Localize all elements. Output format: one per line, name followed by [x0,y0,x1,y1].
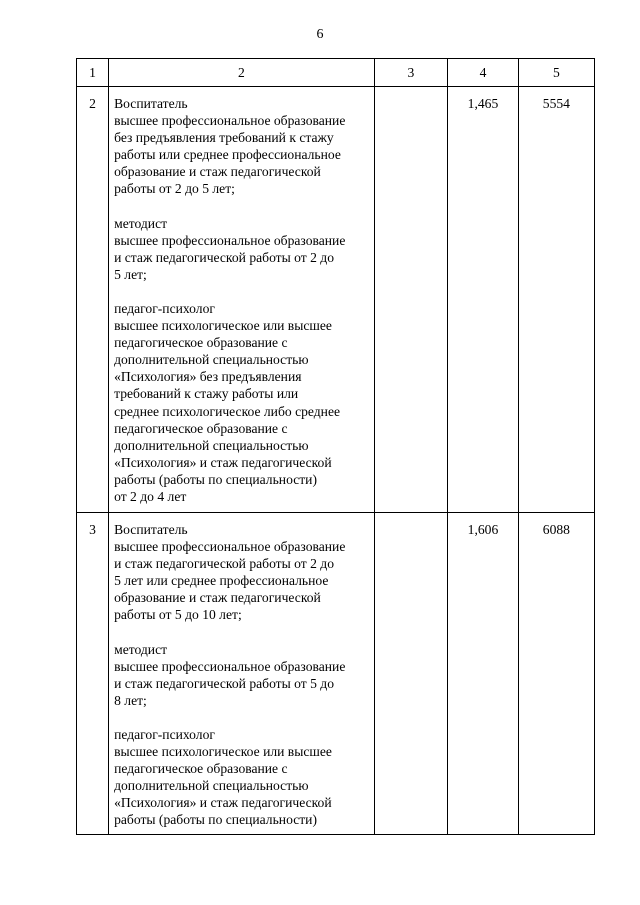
qualification-cell [109,513,375,835]
qualification-block-educator: Воспитатель высшее профессиональное образование без предъявления требований к стажу работы или среднее профессиональное образование и стаж педагогической работы от 2 до 5 лет; [114,96,346,197]
qualification-block-psychologist: педагог-психолог высшее психологическое или высшее педагогическое образование с дополнительной специальностью «Психология» без предъявления требований к стажу работы или среднее психологическое либо среднее педагогическое образование с дополнительной специальностью «Психология» и стаж педагогической работы (работы по специальности) от 2 до 4 лет [114,300,341,504]
qualification-block-psychologist: педагог-психолог высшее психологическое или высшее педагогическое образование с дополнительной специальностью «Психология» и стаж педагогической работы (работы по специальности) [114,726,332,828]
header-col-3: 3 [374,59,448,87]
col3-cell [374,87,448,513]
header-col-2: 2 [109,59,375,87]
amount-cell: 5554 [518,87,594,513]
coefficient-cell: 1,606 [448,513,519,835]
qualification-block-methodist: методист высшее профессиональное образование и стаж педагогической работы от 2 до 5 лет; [114,215,346,282]
coefficient-cell: 1,465 [448,87,519,513]
col3-cell [374,513,448,835]
header-col-5: 5 [518,59,594,87]
table-row [77,87,595,513]
table-row [77,513,595,835]
row-number: 3 [77,513,109,835]
header-col-1: 1 [77,59,109,87]
amount-cell: 6088 [518,513,594,835]
table-header-row [77,59,595,87]
qualification-block-educator: Воспитатель высшее профессиональное образование и стаж педагогической работы от 2 до 5 лет или среднее профессиональное образование и стаж педагогической работы от 5 до 10 лет; [114,522,346,623]
page-number: 6 [316,27,324,42]
row-number: 2 [77,87,109,513]
header-col-4: 4 [448,59,519,87]
qualification-cell [109,87,375,513]
qualification-table [76,58,595,835]
qualification-block-methodist: методист высшее профессиональное образование и стаж педагогической работы от 5 до 8 лет; [114,641,346,708]
